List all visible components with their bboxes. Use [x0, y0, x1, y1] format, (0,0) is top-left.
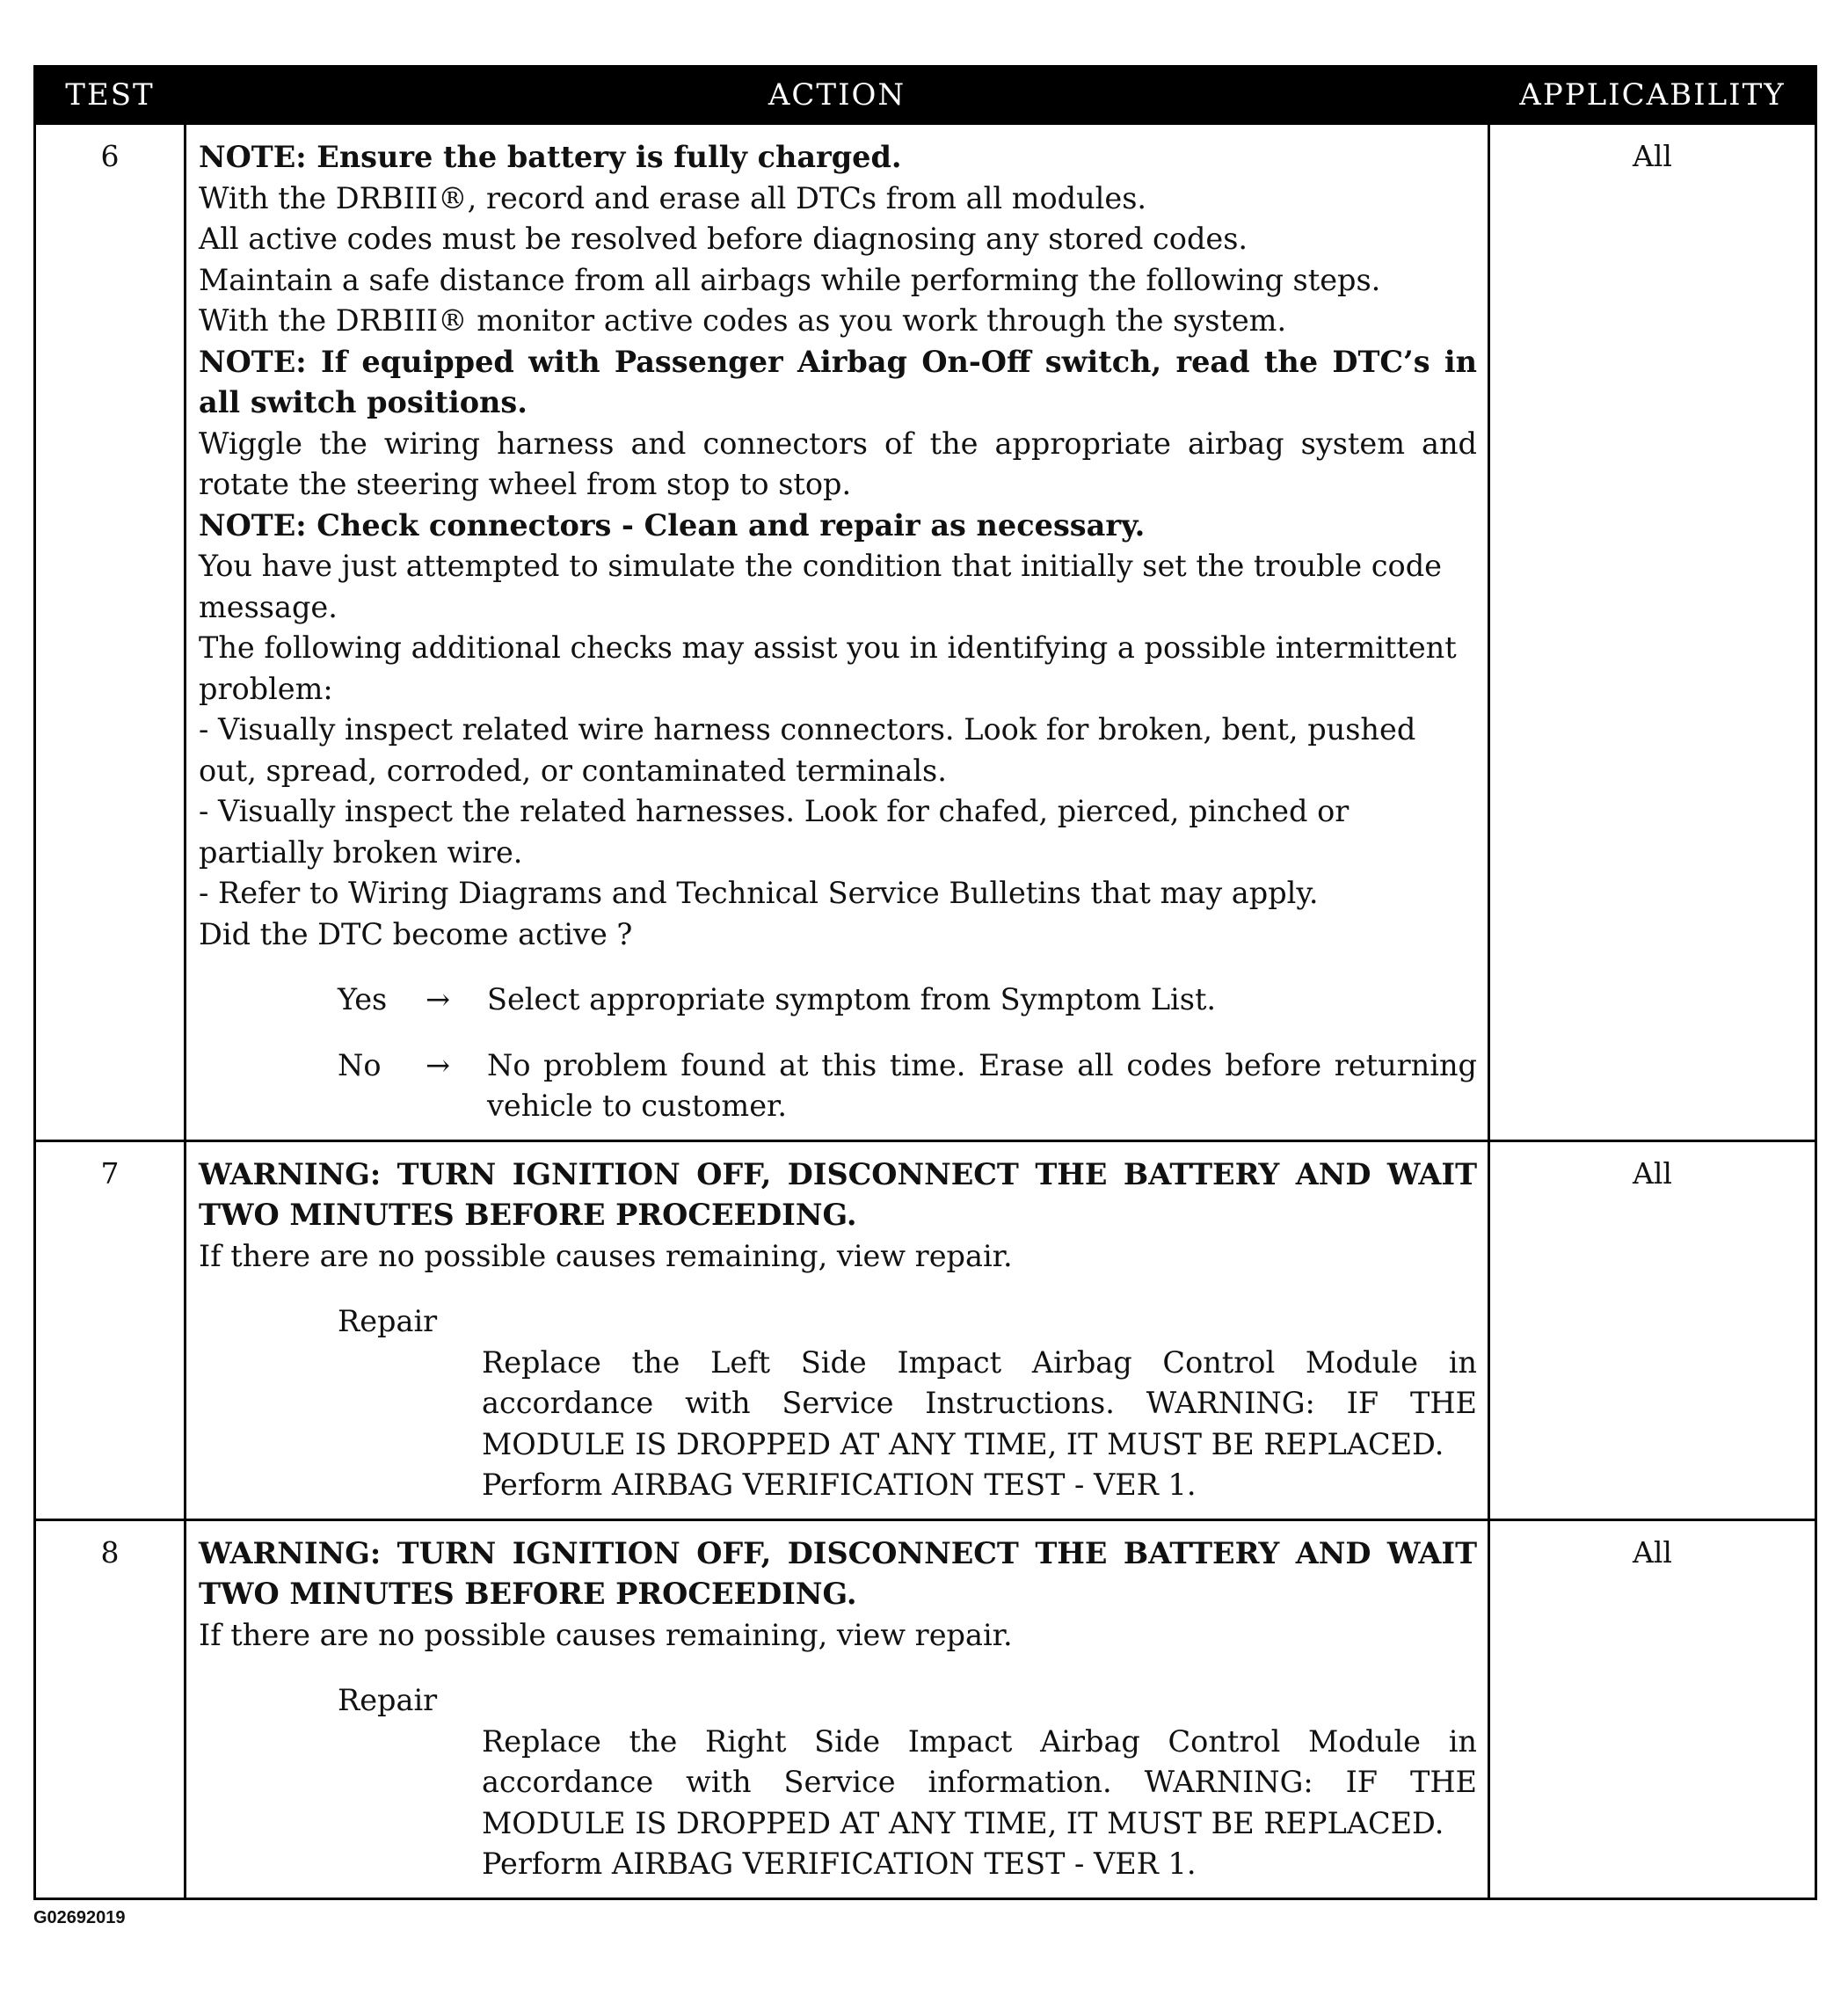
repair-verification: Perform AIRBAG VERIFICATION TEST - VER 1.: [482, 1468, 1197, 1502]
test-number: 6: [35, 124, 186, 1141]
right-arrow-icon: →: [426, 1047, 451, 1082]
instruction-line: The following additional checks may assist you in identifying a possible intermittent problem:: [199, 630, 1457, 706]
table-header: [35, 67, 1816, 124]
instruction-line: If there are no possible causes remaining, view repair.: [199, 1238, 1013, 1273]
action-cell: [186, 1140, 1489, 1519]
instruction-line: - Refer to Wiring Diagrams and Technical Service Bulletins that may apply.: [199, 876, 1319, 910]
instruction-line: Wiggle the wiring harness and connectors of the appropriate airbag system and rotate the steering wheel from stop to stop.: [199, 426, 1477, 501]
choice-no: [199, 1045, 1477, 1127]
repair-label: Repair: [338, 1683, 438, 1717]
test-number: 7: [35, 1140, 186, 1519]
applicability-value: All: [1489, 1140, 1816, 1519]
choice-no-label: No: [338, 1047, 382, 1082]
warning-text: WARNING: TURN IGNITION OFF, DISCONNECT THE BATTERY AND WAIT TWO MINUTES BEFORE PROCEEDING.: [199, 1156, 1477, 1232]
note-passenger-airbag: NOTE: If equipped with Passenger Airbag On-Off switch, read the DTC’s in all switch positions.: [199, 344, 1477, 419]
table-row-test-7: [35, 1140, 1816, 1519]
table-row-test-8: [35, 1519, 1816, 1898]
action-cell: [186, 124, 1489, 1141]
instruction-line: You have just attempted to simulate the condition that initially set the trouble code message.: [199, 549, 1442, 624]
choice-yes-result: Select appropriate symptom from Symptom List.: [487, 982, 1217, 1016]
instruction-line: With the DRBIII® monitor active codes as you work through the system.: [199, 303, 1287, 338]
choice-no-result: No problem found at this time. Erase all codes before returning vehicle to customer.: [487, 1047, 1477, 1123]
choice-yes-label: Yes: [338, 982, 388, 1016]
applicability-value: All: [1489, 124, 1816, 1141]
test-number: 8: [35, 1519, 186, 1898]
repair-text: Replace the Right Side Impact Airbag Control Module in accordance with Service information. WARNING: IF THE MODULE IS DROPPED AT ANY TIME, IT MUST BE REPLACED.: [482, 1723, 1477, 1840]
warning-text: WARNING: TURN IGNITION OFF, DISCONNECT THE BATTERY AND WAIT TWO MINUTES BEFORE PROCEEDING.: [199, 1535, 1477, 1611]
right-arrow-icon: →: [426, 982, 451, 1016]
repair-label: Repair: [338, 1304, 438, 1338]
instruction-line: - Visually inspect related wire harness connectors. Look for broken, bent, pushed out, spread, corroded, or contaminated terminals.: [199, 712, 1416, 788]
header-test: TEST: [35, 67, 186, 124]
note-connectors: NOTE: Check connectors - Clean and repair as necessary.: [199, 507, 1146, 543]
diagnostic-table: [33, 65, 1817, 1900]
diagnostic-page: [33, 65, 1815, 1900]
repair-verification: Perform AIRBAG VERIFICATION TEST - VER 1.: [482, 1847, 1197, 1881]
figure-code: G02692019: [33, 1908, 126, 1927]
note-battery: NOTE: Ensure the battery is fully charged.: [199, 140, 902, 174]
applicability-value: All: [1489, 1519, 1816, 1898]
question-line: Did the DTC become active ?: [199, 916, 633, 951]
choice-yes: [199, 980, 1477, 1021]
instruction-line: If there are no possible causes remaining, view repair.: [199, 1617, 1013, 1652]
table-row-test-6: [35, 124, 1816, 1141]
repair-text: Replace the Left Side Impact Airbag Control Module in accordance with Service Instructions. WARNING: IF THE MODULE IS DROPPED AT ANY TIME, IT MUST BE REPLACED.: [482, 1344, 1477, 1461]
action-cell: [186, 1519, 1489, 1898]
header-action: ACTION: [186, 67, 1489, 124]
instruction-line: All active codes must be resolved before diagnosing any stored codes.: [199, 222, 1248, 256]
header-applicability: APPLICABILITY: [1489, 67, 1816, 124]
instruction-line: With the DRBIII®, record and erase all DTCs from all modules.: [199, 180, 1147, 215]
instruction-line: Maintain a safe distance from all airbags while performing the following steps.: [199, 262, 1381, 297]
instruction-line: - Visually inspect the related harnesses. Look for chafed, pierced, pinched or partially broken wire.: [199, 794, 1350, 870]
